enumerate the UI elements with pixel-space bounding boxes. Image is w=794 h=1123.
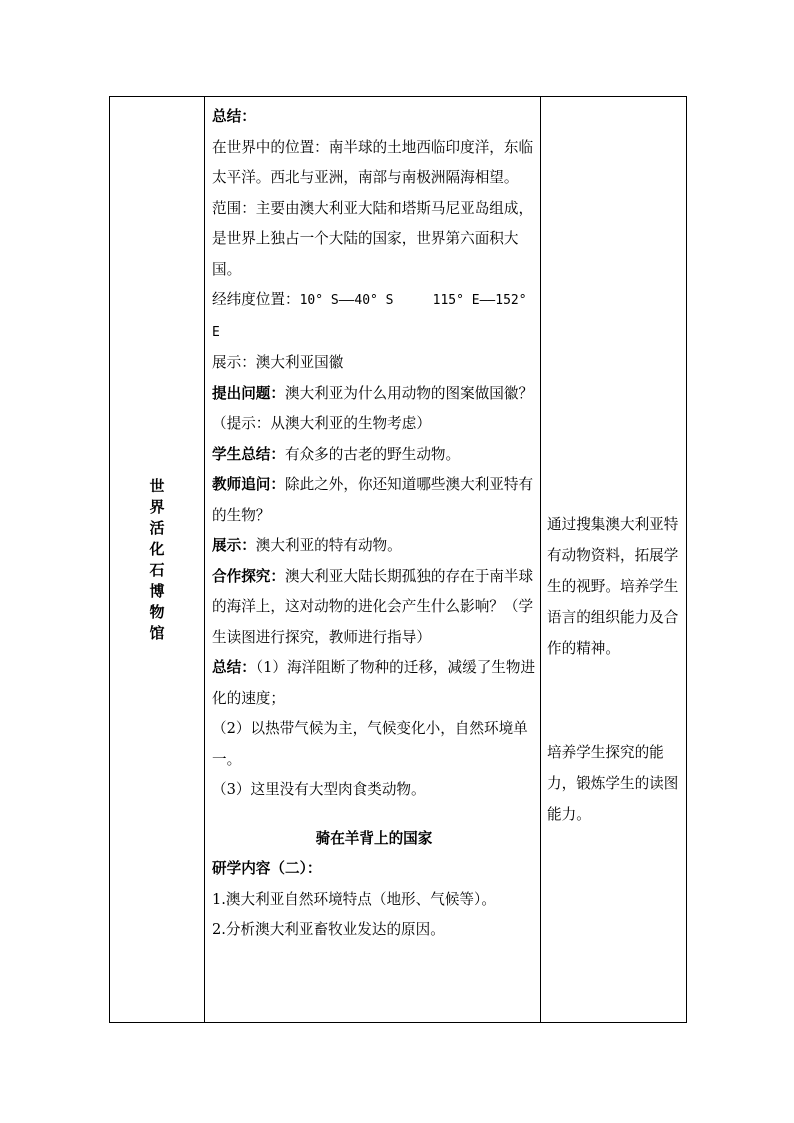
- show2-text: 澳大利亚的特有动物。: [255, 537, 402, 554]
- show1-text: 澳大利亚国徽: [255, 354, 344, 371]
- teacher-question-label: 教师追问：: [212, 476, 285, 493]
- lesson-plan-table: [109, 96, 687, 1023]
- point-1: （1）海洋阻断了物种的迁移，减缓了生物进化的速度；: [212, 659, 536, 707]
- teacher-question-text: 除此之外，你还知道哪些澳大利亚特有的生物？: [212, 476, 534, 524]
- latlon-value: 10° S——40° S 115° E——152° E: [212, 293, 535, 340]
- question-label: 提出问题：: [212, 384, 285, 402]
- teaching-process-cell: [205, 97, 541, 1023]
- summary-label: 总结：: [212, 108, 256, 125]
- show1-label: 展示：: [212, 354, 256, 371]
- position-text: 在世界中的位置：南半球的土地西临印度洋，东临太平洋。西北与亚洲，南部与南极洲隔海相望。: [212, 138, 534, 186]
- question-text: 澳大利亚为什么用动物的图案做国徽？（提示：从澳大利亚的生物考虑）: [212, 384, 534, 432]
- section-title-cell: [110, 97, 205, 1023]
- table-row: [110, 97, 687, 1023]
- summary2-label: 总结：: [212, 659, 256, 676]
- student-summary-text: 有众多的古老的野生动物。: [284, 445, 461, 463]
- latlon-label: 经纬度位置：: [212, 291, 300, 308]
- design-intent-cell: [541, 97, 687, 1023]
- point-3: （3）这里没有大型肉食类动物。: [212, 781, 426, 798]
- research-label: 研学内容（二）：: [212, 860, 322, 877]
- section-heading: 骑在羊背上的国家: [315, 829, 433, 847]
- research-item-1: 1.澳大利亚自然环境特点（地形、气候等）。: [212, 890, 496, 908]
- intent-note-2: 培养学生探究的能力，锻炼学生的读图能力。: [547, 744, 679, 823]
- research-item-2: 2.分析澳大利亚畜牧业发达的原因。: [212, 921, 445, 938]
- intent-note-1: 通过搜集澳大利亚特有动物资料，拓展学生的视野。培养学生语言的组织能力及合作的精神。: [547, 516, 679, 657]
- vertical-section-title: 世界活化石博物馆: [149, 476, 165, 642]
- point-2: （2）以热带气候为主，气候变化小，自然环境单一。: [212, 720, 528, 768]
- range-text: 范围：主要由澳大利亚大陆和塔斯马尼亚岛组成，是世界上独占一个大陆的国家，世界第六面积大国。: [212, 199, 534, 278]
- show2-label: 展示：: [212, 537, 256, 554]
- coop-label: 合作探究：: [212, 567, 285, 585]
- student-summary-label: 学生总结：: [212, 445, 285, 463]
- coop-text: 澳大利亚大陆长期孤独的存在于南半球的海洋上，这对动物的进化会产生什么影响？（学生读图进行探究，教师进行指导）: [212, 567, 534, 646]
